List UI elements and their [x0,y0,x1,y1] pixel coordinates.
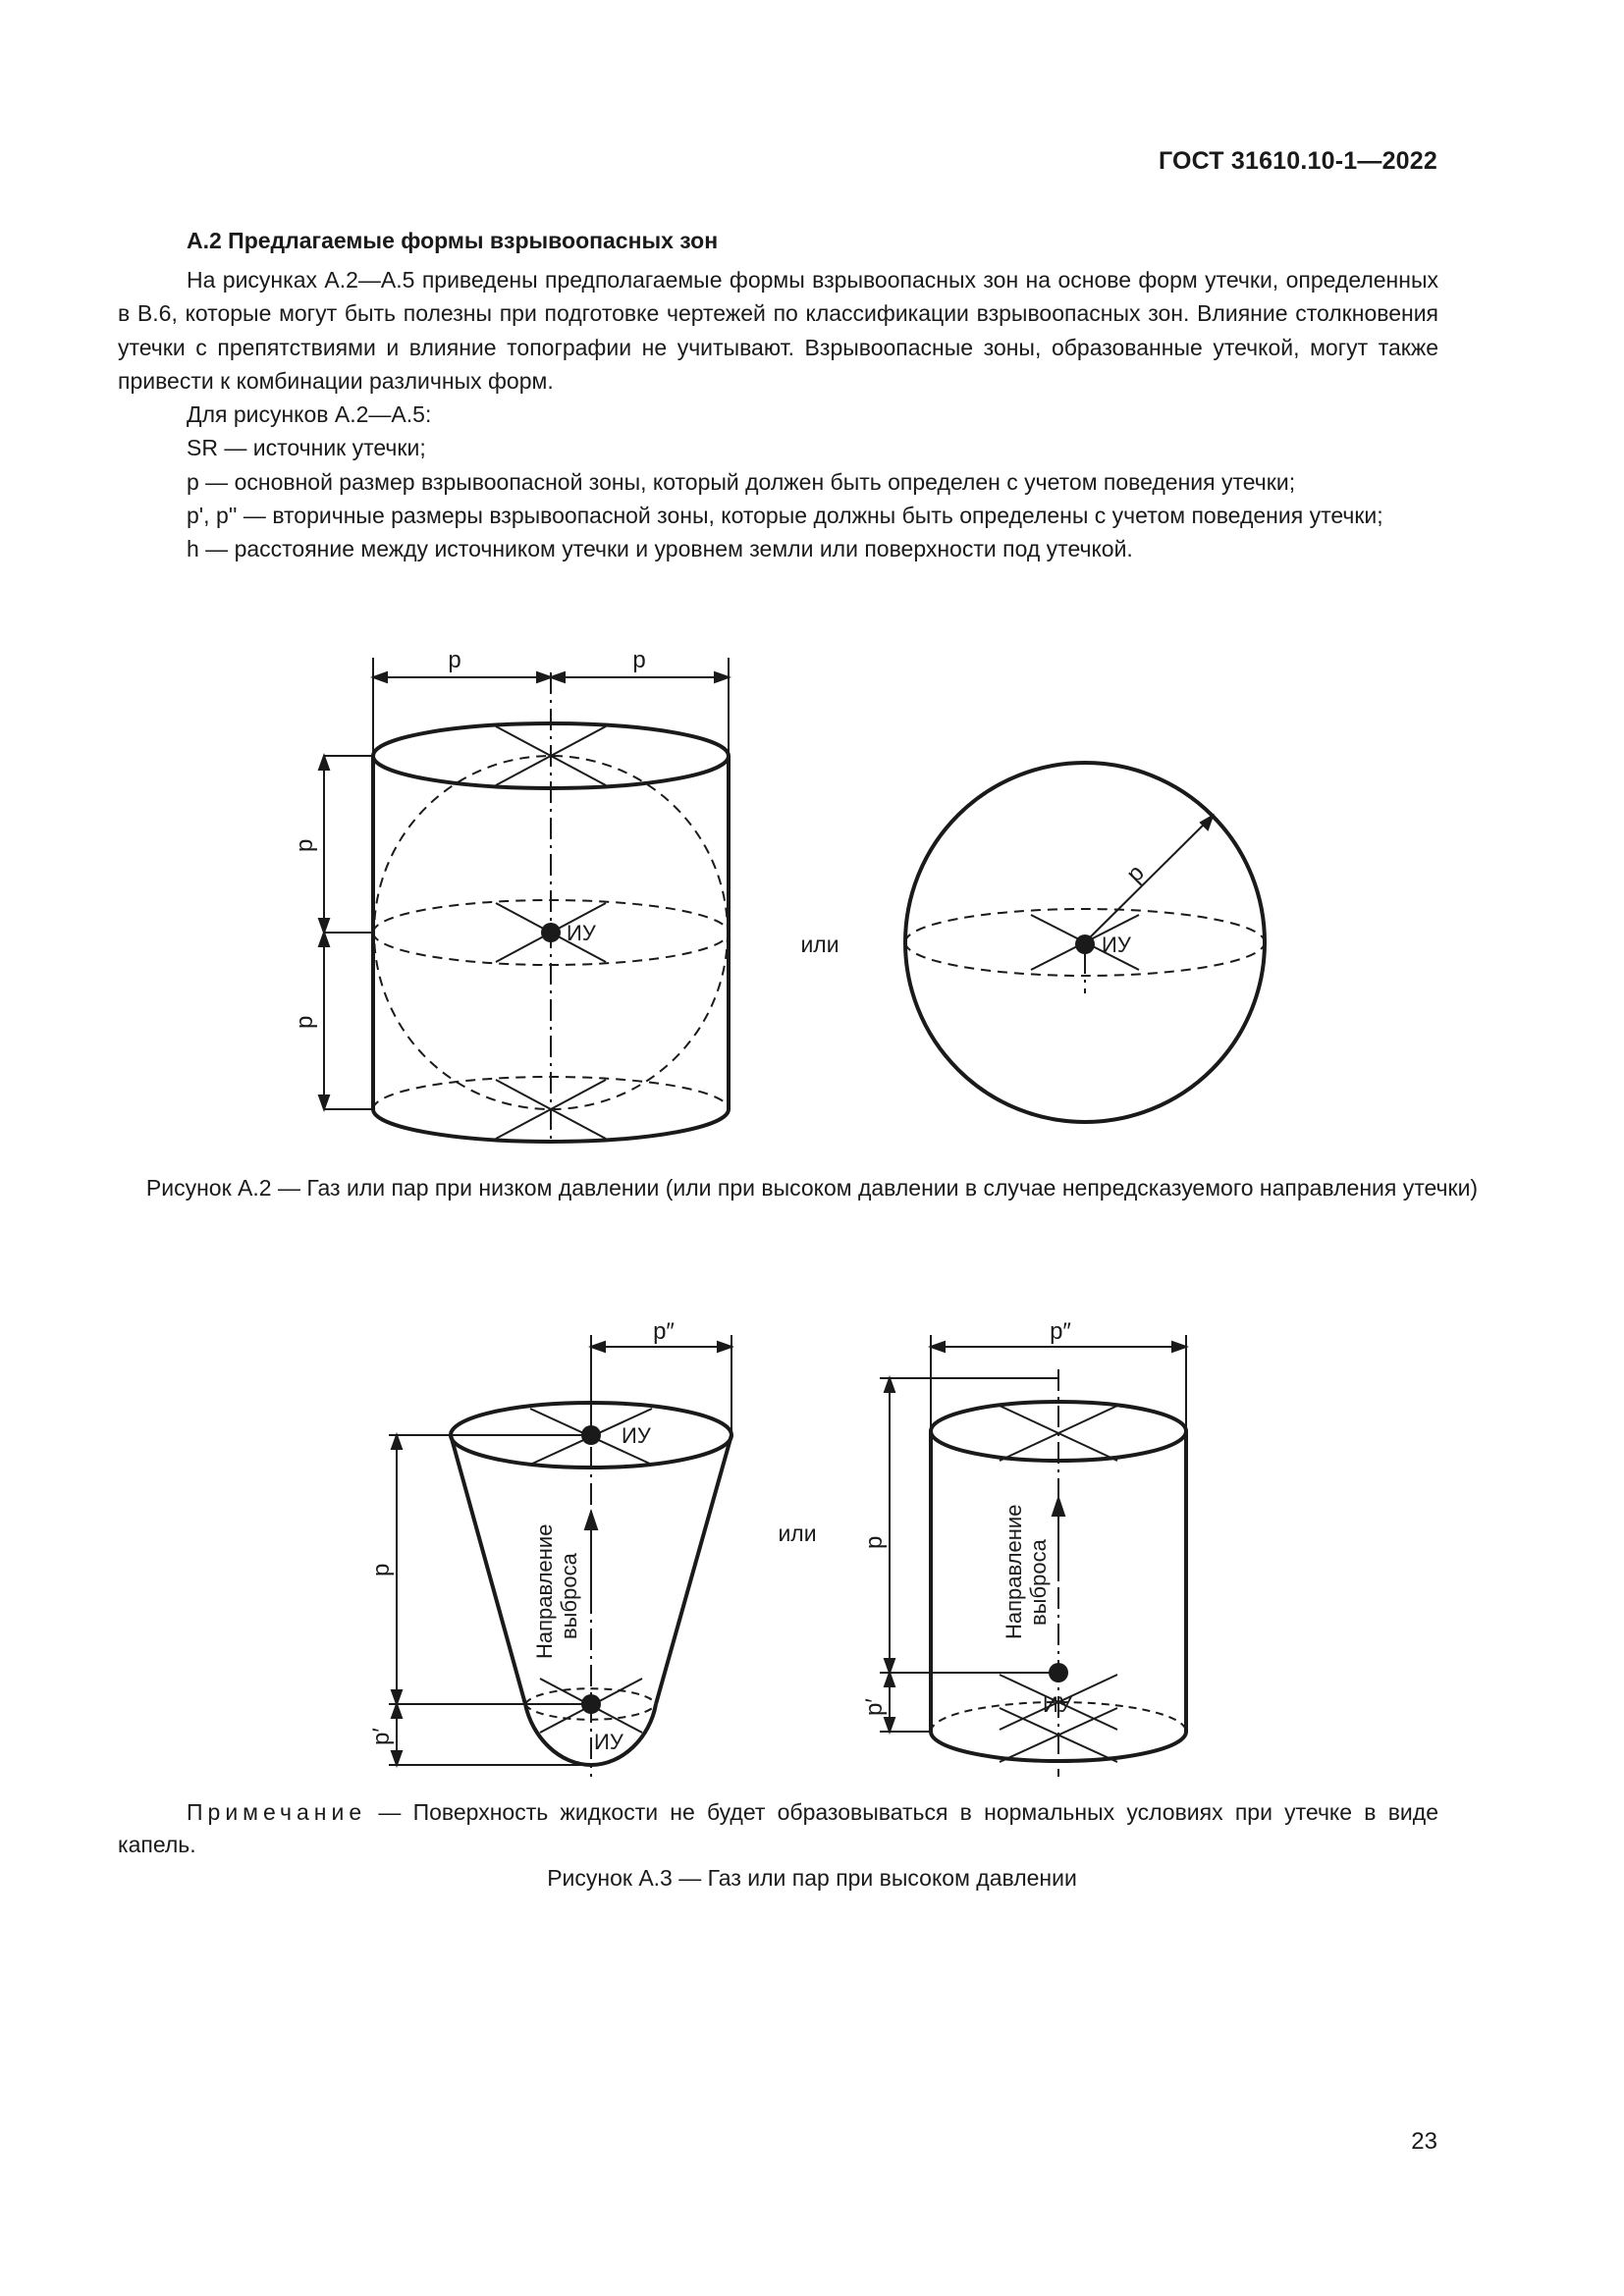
source-label: ИУ [622,1423,651,1448]
body-text [118,263,1438,566]
figure-a3-note [118,1796,1438,1861]
section-title: А.2 Предлагаемые формы взрывоопасных зон [187,228,719,253]
or-label: или [778,1521,817,1546]
note-text: — Поверхность жидкости не будет образовываться в нормальных условиях при утечке в виде капель. [118,1799,1438,1857]
dim-label-p: p [448,647,461,673]
figure-a3 [0,1315,1624,1806]
document-header: ГОСТ 31610.10-1—2022 [1158,147,1437,175]
dim-label-p: p [861,1535,888,1549]
leak-source-marker [1049,1663,1068,1682]
source-label: ИУ [1043,1692,1072,1717]
dim-label-p1: p′ [368,1728,395,1745]
source-label: ИУ [1102,933,1131,957]
figure-a2-caption: Рисунок А.2 — Газ или пар при низком давлении (или при высоком давлении в случае непредсказуемого направления утечки) [145,1175,1479,1201]
direction-label: выброса [557,1553,581,1639]
dim-label-p: p [292,1015,318,1029]
or-label: или [800,932,839,957]
direction-label: выброса [1026,1539,1051,1626]
dim-label-p: p [292,838,318,852]
figure-a2-drawing [0,628,1624,1178]
page-number: 23 [1411,2128,1437,2155]
dim-label-p: p [368,1563,395,1576]
dim-label-p: p [632,647,646,673]
note-prefix: Примечание [187,1799,367,1825]
paragraph: p', p'' — вторичные размеры взрывоопасной зоны, которые должны быть определены с учетом поведения утечки; [187,503,1383,529]
figure-a3-caption: Рисунок А.3 — Газ или пар при высоком давлении [547,1865,1077,1891]
leak-source-marker [541,923,561,942]
paragraph: Для рисунков А.2—А.5: [187,401,432,428]
leak-source-marker [581,1694,601,1714]
dim-label-p: p [1121,859,1150,888]
paragraph: h — расстояние между источником утечки и уровнем земли или поверхности под утечкой. [187,536,1133,562]
direction-label: Направление [1001,1504,1026,1639]
source-label: ИУ [594,1730,623,1754]
figure-a2 [0,628,1624,1178]
dim-label-p1: p′ [861,1698,888,1716]
paragraph: SR — источник утечки; [187,435,426,461]
figure-a3-drawing [0,1315,1624,1806]
leak-source-marker [1075,934,1095,954]
dim-label-p2: p″ [1050,1318,1071,1345]
leak-source-marker [581,1425,601,1445]
direction-label: Направление [532,1523,557,1659]
source-label: ИУ [567,921,596,945]
paragraph: p — основной размер взрывоопасной зоны, который должен быть определен с учетом поведения утечки; [187,468,1296,495]
paragraph: На рисунках А.2—А.5 приведены предполагаемые формы взрывоопасных зон на основе форм утечки, определенных в В.6, которые могут быть полезны при подготовке чертежей по классификации взрывоопасных зон. Влияние столкновения утечки с препятствиями и влияние топографии не учитывают. Взрывоопасные зоны, образованные утечкой, могут также привести к комбинации различных форм. [118,267,1438,394]
dim-label-p2: p″ [653,1318,675,1345]
